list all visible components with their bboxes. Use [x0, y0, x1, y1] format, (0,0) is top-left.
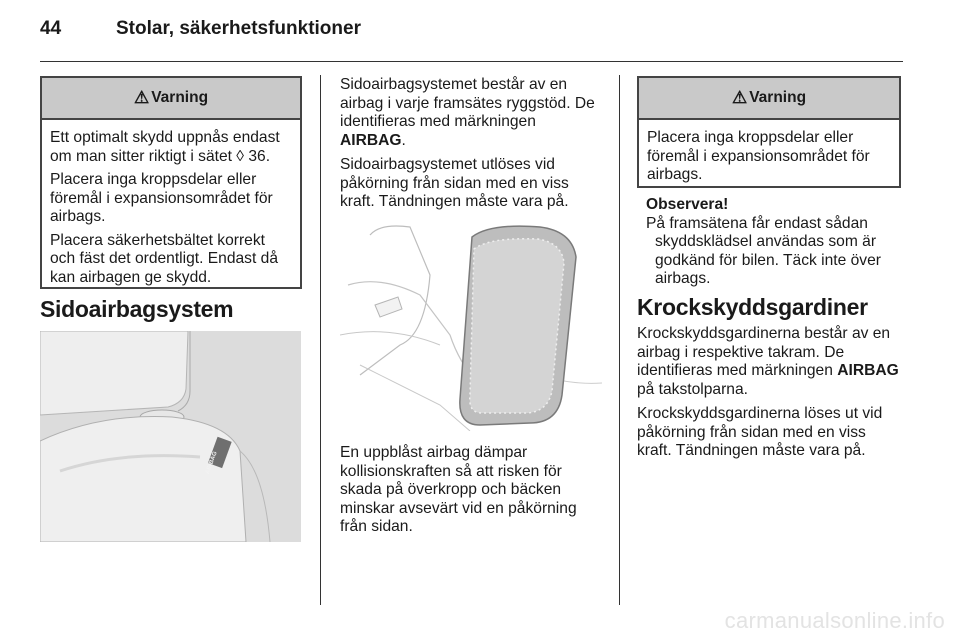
paragraph-text: Sidoairbagsystemet består av en airbag i varje framsätes ryggstöd. De identifieras med märkningen: [340, 76, 595, 130]
column-divider: [320, 75, 321, 605]
page-title: Stolar, säkerhetsfunktioner: [116, 18, 361, 39]
note-text: På framsätena får endast sådan skyddsklädsel användas som är godkänd för bilen. Täck inte över airbags.: [646, 214, 881, 287]
seat-backrest-illustration: [40, 331, 301, 542]
paragraph: [340, 76, 602, 150]
middle-text-top: [340, 76, 602, 218]
paragraph: [637, 325, 903, 399]
note-title: Observera!: [646, 196, 729, 213]
note-block: [646, 196, 904, 289]
paragraph: En uppblåst airbag dämpar kollisionskraften så att risken för skada på överkropp och bäcken minskar avsevärt vid en påkörning från sidan.: [340, 444, 577, 535]
warning-text: Placera säkerhetsbältet korrekt och fäst det ordentligt. Endast då kan airbagen ge skydd.: [50, 231, 278, 286]
page-number: 44: [40, 18, 62, 39]
header-rule: [40, 61, 903, 62]
warning-header: [639, 78, 899, 120]
paragraph-text: på takstolparna.: [637, 380, 748, 398]
warning-header: [42, 78, 300, 120]
page-header: [40, 18, 361, 40]
section-title-side-airbag: Sidoairbagsystem: [40, 296, 234, 322]
column-divider: [619, 75, 620, 605]
middle-text-bottom: [340, 444, 602, 543]
warning-box: [637, 76, 901, 188]
airbag-tag-label: AIRBAG: [205, 450, 219, 476]
warning-triangle-icon: ⚠: [731, 88, 748, 107]
airbag-marking: AIRBAG: [837, 362, 899, 379]
paragraph: Krockskyddsgardinerna löses ut vid påkörning från sidan med en viss kraft. Tändningen måste vara på.: [637, 405, 883, 459]
warning-title: Varning: [151, 89, 209, 106]
warning-text: Placera inga kroppsdelar eller föremål i expansionsområdet för airbags.: [50, 171, 273, 225]
warning-triangle-icon: ⚠: [133, 88, 150, 107]
side-airbag-illustration: [340, 215, 602, 431]
watermark: carmanualsonline.info: [724, 608, 945, 633]
warning-text: Ett optimalt skydd uppnås endast om man sitter riktigt i sätet ◊ 36.: [50, 129, 280, 165]
paragraph-text: Krockskyddsgardinerna består av en airbag i respektive takram. De identifieras med märkningen: [637, 325, 891, 379]
right-text: [637, 325, 903, 467]
warning-body: [639, 120, 899, 194]
paragraph: Sidoairbagsystemet utlöses vid påkörning från sidan med en viss kraft. Tändningen måste vara på.: [340, 156, 569, 210]
warning-title: Varning: [749, 89, 807, 106]
warning-body: [42, 120, 300, 296]
warning-box: [40, 76, 302, 289]
section-title-curtain-airbag: Krockskyddsgardiner: [637, 294, 868, 320]
airbag-marking: AIRBAG: [340, 131, 402, 149]
warning-text: Placera inga kroppsdelar eller föremål i expansionsområdet för airbags.: [647, 129, 870, 183]
paragraph-text: .: [401, 131, 406, 149]
